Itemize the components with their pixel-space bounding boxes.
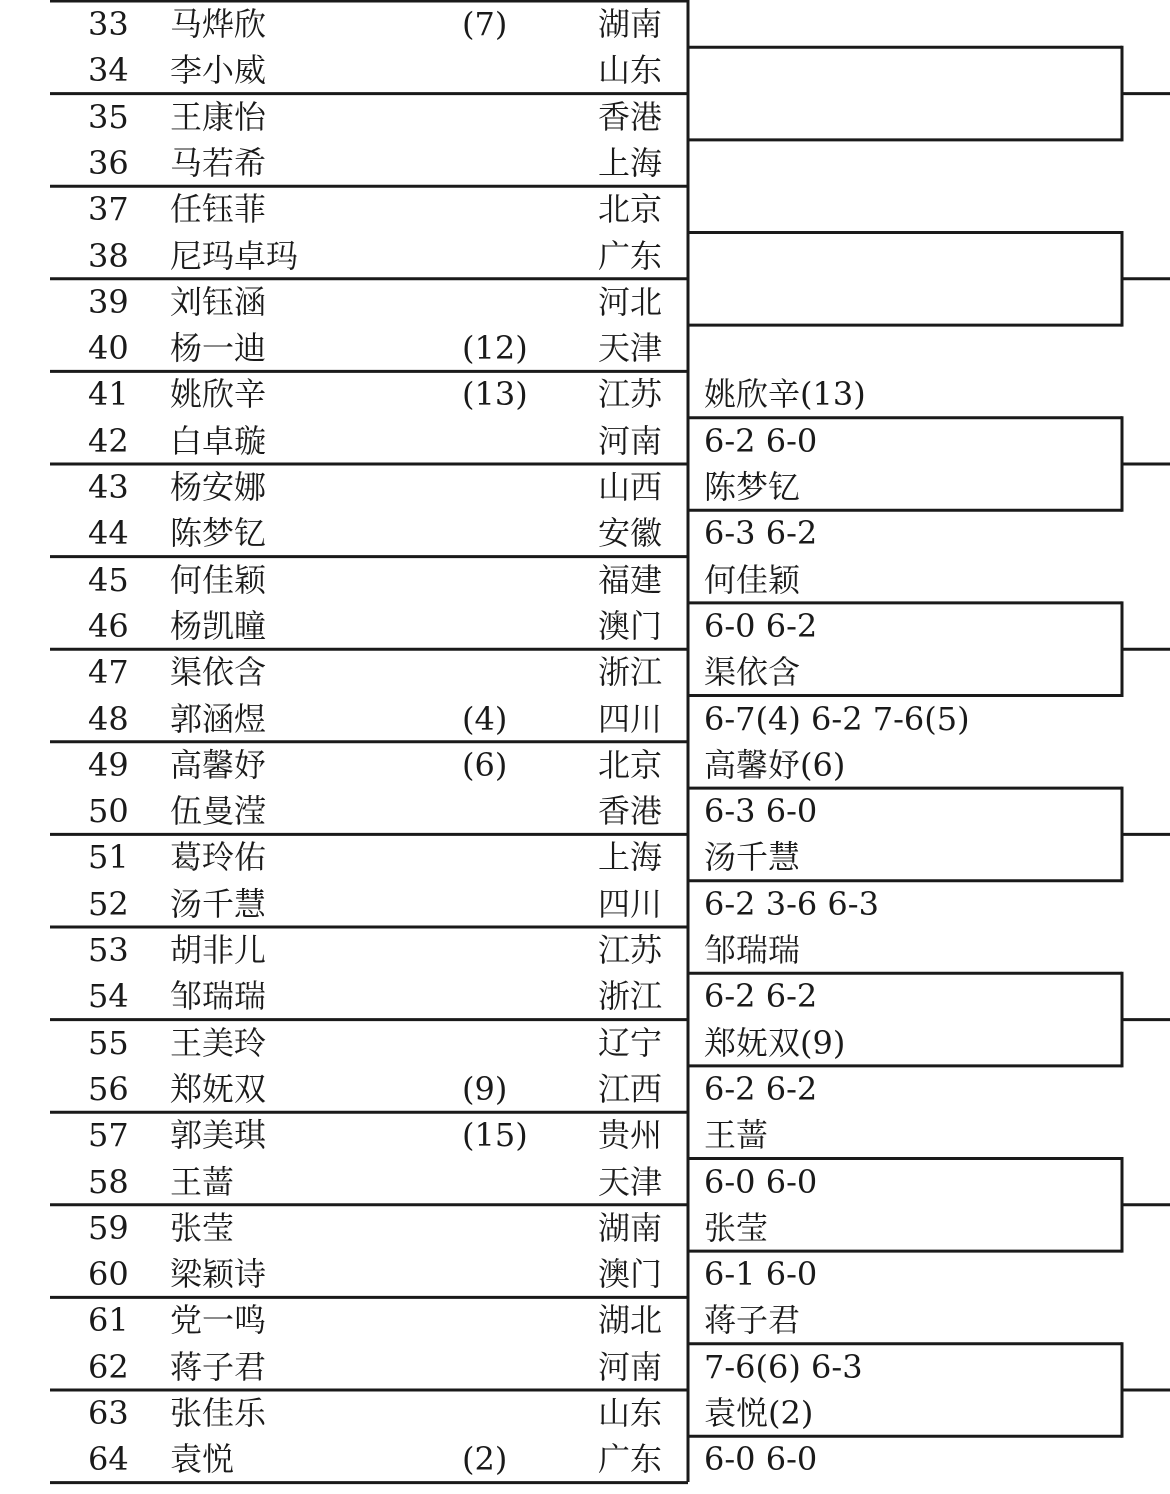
province-label: 贵州 (598, 1116, 663, 1155)
province-label: 广东 (598, 1440, 663, 1479)
draw-number: 39 (88, 282, 129, 321)
province-label: 山西 (598, 468, 663, 506)
province-label: 河南 (598, 421, 663, 460)
draw-number: 37 (88, 190, 129, 229)
seed-label: (2) (462, 1440, 508, 1479)
draw-number: 42 (88, 421, 129, 460)
player-name: 王康怡 (170, 97, 267, 136)
player-name: 王美玲 (170, 1023, 267, 1062)
player-name: 汤千慧 (170, 884, 267, 923)
province-label: 香港 (598, 97, 663, 136)
province-label: 上海 (598, 838, 663, 877)
player-name: 张莹 (170, 1208, 235, 1247)
draw-number: 33 (88, 5, 129, 43)
province-label: 湖南 (598, 1208, 663, 1247)
match-winner: 陈梦钇 (704, 468, 801, 506)
province-label: 湖南 (598, 5, 663, 43)
draw-number: 49 (88, 745, 129, 784)
province-label: 香港 (598, 792, 663, 831)
player-name: 杨一迪 (170, 329, 267, 368)
draw-number: 62 (88, 1347, 129, 1386)
draw-number: 64 (88, 1440, 129, 1479)
province-label: 四川 (598, 884, 663, 923)
province-label: 江西 (598, 1069, 663, 1108)
seed-label: (4) (462, 699, 508, 738)
match-score: 6-1 6-0 (704, 1255, 818, 1294)
draw-number: 38 (88, 236, 129, 275)
province-label: 浙江 (598, 977, 663, 1016)
draw-number: 54 (88, 977, 129, 1016)
match-score: 6-0 6-2 (704, 606, 818, 645)
match-winner: 郑妩双(9) (704, 1023, 846, 1062)
player-name: 渠依含 (170, 653, 267, 692)
province-label: 河北 (598, 282, 663, 321)
match-score: 6-2 6-2 (704, 1069, 818, 1108)
province-label: 广东 (598, 236, 663, 275)
draw-number: 50 (88, 792, 129, 831)
match-score: 6-2 6-0 (704, 421, 818, 460)
province-label: 北京 (598, 745, 663, 784)
draw-number: 36 (88, 143, 129, 182)
draw-number: 58 (88, 1162, 129, 1201)
match-winner: 袁悦(2) (704, 1394, 814, 1432)
match-winner: 蒋子君 (704, 1301, 801, 1340)
draw-number: 56 (88, 1069, 129, 1108)
player-name: 杨凯瞳 (170, 606, 267, 645)
player-name: 姚欣辛 (170, 375, 267, 414)
player-name: 郭美琪 (170, 1116, 267, 1155)
player-name: 郑妩双 (170, 1069, 267, 1108)
match-score: 6-0 6-0 (704, 1162, 818, 1201)
province-label: 天津 (598, 329, 663, 368)
province-label: 江苏 (598, 931, 663, 969)
draw-number: 46 (88, 606, 129, 645)
match-winner: 邹瑞瑞 (704, 931, 801, 969)
match-score: 7-6(6) 6-3 (704, 1347, 863, 1386)
draw-number: 44 (88, 514, 129, 553)
draw-number: 34 (88, 51, 129, 90)
seed-label: (6) (462, 745, 508, 784)
seed-label: (12) (462, 329, 528, 368)
draw-number: 63 (88, 1394, 129, 1432)
draw-number: 53 (88, 931, 129, 969)
player-name: 葛玲佑 (170, 838, 267, 877)
province-label: 山东 (598, 1394, 663, 1432)
player-name: 杨安娜 (170, 468, 267, 506)
draw-number: 47 (88, 653, 129, 692)
province-label: 天津 (598, 1162, 663, 1201)
player-name: 蒋子君 (170, 1347, 267, 1386)
player-name: 何佳颖 (170, 560, 267, 599)
seed-label: (9) (462, 1069, 508, 1108)
player-name: 李小威 (170, 51, 267, 90)
draw-number: 48 (88, 699, 129, 738)
match-score: 6-0 6-0 (704, 1440, 818, 1479)
match-score: 6-2 3-6 6-3 (704, 884, 879, 923)
match-winner: 渠依含 (704, 653, 801, 692)
player-name: 张佳乐 (170, 1394, 267, 1432)
province-label: 上海 (598, 143, 663, 182)
seed-label: (13) (462, 375, 528, 414)
player-name: 刘钰涵 (170, 282, 267, 321)
player-name: 尼玛卓玛 (170, 236, 299, 275)
province-label: 山东 (598, 51, 663, 90)
match-winner: 王蔷 (704, 1116, 769, 1155)
draw-number: 57 (88, 1116, 129, 1155)
match-score: 6-7(4) 6-2 7-6(5) (704, 699, 970, 738)
province-label: 北京 (598, 190, 663, 229)
province-label: 辽宁 (598, 1023, 663, 1062)
player-name: 任钰菲 (170, 190, 267, 229)
draw-number: 59 (88, 1208, 129, 1247)
draw-number: 35 (88, 97, 129, 136)
draw-number: 43 (88, 468, 129, 506)
player-name: 郭涵煜 (170, 699, 267, 738)
player-name: 邹瑞瑞 (170, 977, 267, 1016)
player-name: 梁颖诗 (170, 1255, 267, 1294)
province-label: 河南 (598, 1347, 663, 1386)
player-name: 袁悦 (170, 1440, 235, 1479)
player-name: 胡非儿 (170, 931, 267, 969)
draw-number: 60 (88, 1255, 129, 1294)
province-label: 澳门 (598, 606, 663, 645)
match-score: 6-2 6-2 (704, 977, 818, 1016)
province-label: 浙江 (598, 653, 663, 692)
match-winner: 高馨妤(6) (704, 745, 846, 784)
province-label: 福建 (598, 560, 663, 599)
player-name: 高馨妤 (170, 745, 267, 784)
player-name: 王蔷 (170, 1162, 235, 1201)
draw-number: 55 (88, 1023, 129, 1062)
province-label: 安徽 (598, 514, 663, 553)
match-winner: 姚欣辛(13) (704, 375, 866, 414)
player-name: 陈梦钇 (170, 514, 267, 553)
seed-label: (15) (462, 1116, 528, 1155)
draw-number: 40 (88, 329, 129, 368)
draw-number: 41 (88, 375, 129, 414)
province-label: 四川 (598, 699, 663, 738)
match-winner: 张莹 (704, 1208, 769, 1247)
seed-label: (7) (462, 5, 508, 43)
province-label: 江苏 (598, 375, 663, 414)
province-label: 湖北 (598, 1301, 663, 1340)
player-name: 马烨欣 (170, 5, 267, 43)
province-label: 澳门 (598, 1255, 663, 1294)
match-score: 6-3 6-2 (704, 514, 818, 553)
draw-number: 61 (88, 1301, 129, 1340)
draw-number: 45 (88, 560, 129, 599)
match-winner: 汤千慧 (704, 838, 801, 877)
player-name: 白卓璇 (170, 421, 267, 460)
draw-number: 52 (88, 884, 129, 923)
draw-number: 51 (88, 838, 129, 877)
match-winner: 何佳颖 (704, 560, 801, 599)
player-name: 党一鸣 (170, 1301, 267, 1340)
player-name: 马若希 (170, 143, 267, 182)
player-name: 伍曼滢 (170, 792, 267, 831)
match-score: 6-3 6-0 (704, 792, 818, 831)
